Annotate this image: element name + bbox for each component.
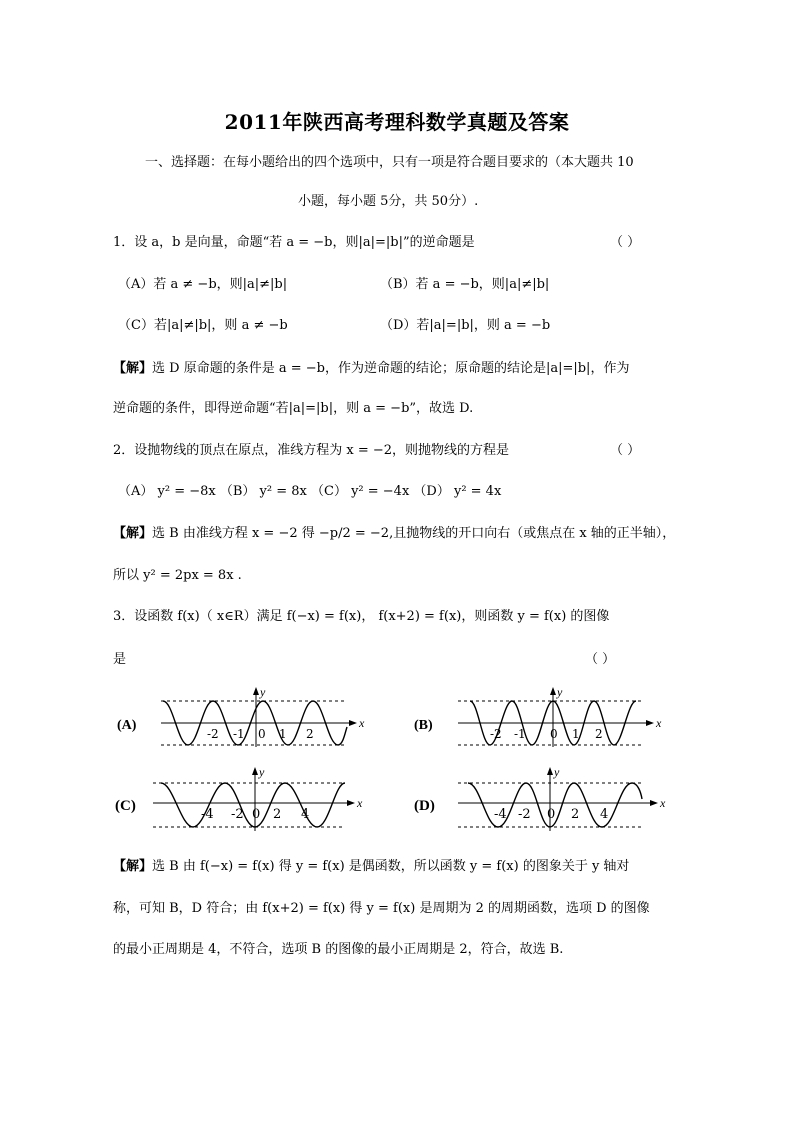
graph-c-y-label: y [259, 765, 265, 779]
graph-b-x-label: x [656, 716, 662, 730]
graph-d-label: (D) [414, 798, 435, 814]
graph-c-x-label: x [357, 796, 363, 810]
graph-c-tick: 2 [273, 807, 282, 822]
q2-solution-line2: 所以 y² = 2px = 8x . [113, 568, 242, 583]
q1-option-d: （D）若|a|=|b|，则 a = −b [380, 318, 551, 333]
graph-b-label: (B) [414, 718, 433, 733]
graph-b-tick: -1 [514, 727, 526, 741]
graph-d-tick: -4 [494, 807, 507, 822]
graph-d-tick: 4 [600, 807, 609, 822]
graph-a-x-arrow-icon [349, 720, 357, 726]
q1-option-c: （C）若|a|≠|b|，则 a ≠ −b [118, 318, 288, 333]
q3-solution-line2: 称，可知 B，D 符合；由 f(x+2) = f(x) 得 y = f(x) 是周期为 2 的周期函数，选项 D 的图像 [113, 901, 650, 916]
graph-b-tick: 2 [595, 727, 603, 741]
graph-c-tick: 0 [252, 807, 261, 822]
graph-a-tick: 2 [306, 727, 314, 741]
q2-options: （A） y² = −8x （B） y² = 8x （C） y² = −4x （D） y² = 4x [118, 484, 502, 499]
graph-d-tick: 0 [547, 807, 556, 822]
graph-b-x-arrow-icon [646, 720, 654, 726]
graph-d-x-label: x [660, 796, 666, 810]
q1-solution-line1 [113, 359, 629, 379]
q3-solution-line3: 的最小正周期是 4，不符合，选项 B 的图像的最小正周期是 2，符合，故选 B. [113, 942, 564, 957]
graph-a-label: (A) [117, 718, 137, 733]
graph-a-tick: 0 [258, 727, 266, 741]
q1-solution-text: 选 D 原命题的条件是 a = −b，作为逆命题的结论；原命题的结论是|a|=|b|，作为 [152, 361, 630, 376]
q1-stem: 1．设 a，b 是向量，命题“若 a = −b，则|a|=|b|”的逆命题是 [113, 235, 475, 250]
page-title: 2011年陕西高考理科数学真题及答案 [224, 110, 570, 134]
graph-b-tick: 1 [572, 727, 580, 741]
q2-stem: 2．设抛物线的顶点在原点，准线方程为 x = −2，则抛物线的方程是 [113, 443, 510, 458]
q2-answer-bracket: （ ） [610, 443, 641, 458]
graph-a-x-label: x [359, 716, 365, 730]
q3-solution-label: 【解】 [113, 859, 153, 874]
q3-stem-line1: 3．设函数 f(x)（ x∈R）满足 f(−x) = f(x)， f(x+2) = f(x)，则函数 y = f(x) 的图像 [113, 609, 610, 624]
q2-solution-line1 [113, 524, 675, 544]
graph-c-tick: -4 [201, 807, 214, 822]
graph-a-tick: 1 [279, 727, 287, 741]
graph-c-x-arrow-icon [347, 800, 355, 806]
graph-option-b [410, 685, 670, 750]
q1-solution-label: 【解】 [113, 361, 153, 376]
graph-d-y-arrow-icon [547, 767, 553, 775]
graph-option-d [410, 763, 670, 835]
q3-answer-bracket: （ ） [585, 652, 616, 667]
graph-c-tick: -2 [231, 807, 244, 822]
q2-solution-text: 选 B 由准线方程 x = −2 得 −p/2 = −2,且抛物线的开口向右（或焦点在 x 轴的正半轴）， [152, 526, 676, 541]
graph-d-x-arrow-icon [650, 800, 658, 806]
graph-b-y-label: y [557, 685, 563, 699]
q1-option-a: （A）若 a ≠ −b，则|a|≠|b| [118, 277, 288, 292]
q1-solution-line2: 逆命题的条件，即得逆命题“若|a|=|b|，则 a = −b”，故选 D. [113, 401, 474, 416]
graph-a-y-label: y [260, 685, 266, 699]
graph-option-a [113, 685, 373, 750]
graph-b-tick: 0 [550, 727, 558, 741]
q3-solution-text: 选 B 由 f(−x) = f(x) 得 y = f(x) 是偶函数，所以函数 y = f(x) 的图象关于 y 轴对 [152, 859, 630, 874]
graph-d-y-label: y [554, 765, 560, 779]
graph-c-tick: 4 [301, 807, 310, 822]
graph-a-y-arrow-icon [253, 687, 259, 695]
q2-solution-label: 【解】 [113, 526, 153, 541]
section-header-line2: 小题，每小题 5分，共 50分）. [298, 194, 479, 209]
section-header-line1: 一、选择题：在每小题给出的四个选项中，只有一项是符合题目要求的（本大题共 10 [145, 155, 634, 170]
graph-a-tick: -1 [233, 727, 245, 741]
graph-option-c [113, 763, 373, 835]
graph-c-y-arrow-icon [252, 767, 258, 775]
q3-solution-line1 [113, 857, 629, 877]
q3-stem-line2: 是 [113, 652, 127, 667]
q1-option-b: （B）若 a = −b，则|a|≠|b| [380, 277, 550, 292]
graph-a-tick: -2 [207, 727, 219, 741]
graph-d-tick: -2 [518, 807, 531, 822]
graph-b-y-arrow-icon [550, 687, 556, 695]
q1-answer-bracket: （ ） [610, 235, 641, 250]
graph-d-tick: 2 [571, 807, 580, 822]
graph-c-label: (C) [115, 798, 136, 814]
graph-b-tick: -2 [490, 727, 502, 741]
